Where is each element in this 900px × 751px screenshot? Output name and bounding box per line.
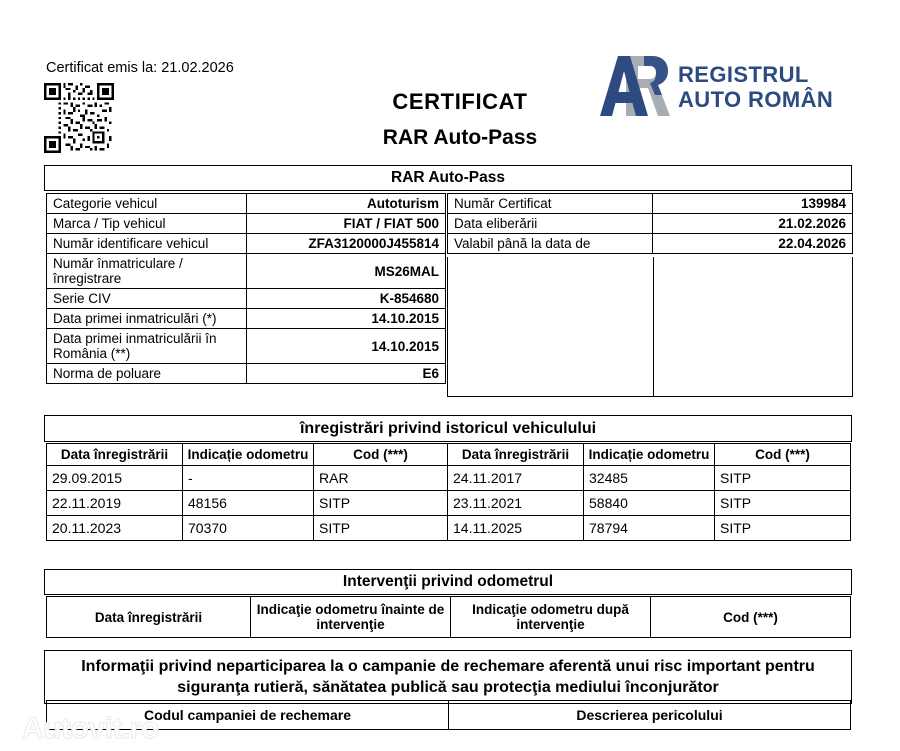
recall-campaign-table <box>46 700 851 730</box>
field-label: Norma de poluare <box>47 364 247 384</box>
column-header: Cod (***) <box>715 444 851 466</box>
table-header-row <box>47 597 851 638</box>
logo-text-line1: REGISTRUL <box>678 62 809 87</box>
field-value: K-854680 <box>247 289 446 309</box>
column-header: Descrierea pericolului <box>449 701 851 730</box>
interventions-section-banner-label: Intervenţii privind odometrul <box>342 573 554 590</box>
title-certificat: CERTIFICAT <box>392 89 528 114</box>
field-label: Număr înmatriculare / înregistrare <box>47 254 247 289</box>
column-header: Data înregistrării <box>448 444 584 466</box>
table-cell: 22.11.2019 <box>47 491 183 516</box>
field-value: Autoturism <box>247 194 446 214</box>
certificate-info-empty-area <box>447 257 853 397</box>
rar-monogram-logo-icon <box>600 52 674 120</box>
table-cell: 14.11.2025 <box>448 516 584 541</box>
field-value: 14.10.2015 <box>247 309 446 329</box>
logo-text <box>678 62 833 112</box>
column-header: Codul campaniei de rechemare <box>47 701 449 730</box>
table-cell: 58840 <box>584 491 715 516</box>
certificate-info-table <box>447 193 853 254</box>
history-section-banner-label: înregistrări privind istoricul vehiculului <box>299 420 597 437</box>
field-value: FIAT / FIAT 500 <box>247 214 446 234</box>
interventions-section-banner <box>44 569 852 595</box>
field-value: E6 <box>247 364 446 384</box>
table-cell: 78794 <box>584 516 715 541</box>
table-cell: 32485 <box>584 466 715 491</box>
table-row <box>47 516 851 541</box>
issue-date-label: Certificat emis la: 21.02.2026 <box>46 60 234 76</box>
table-cell: SITP <box>715 516 851 541</box>
vehicle-info-table <box>46 193 446 384</box>
title-rar-auto-pass: RAR Auto-Pass <box>382 126 538 149</box>
table-cell: SITP <box>715 491 851 516</box>
field-label: Serie CIV <box>47 289 247 309</box>
main-section-banner <box>44 165 852 191</box>
field-value: 22.04.2026 <box>653 234 853 254</box>
field-value: 21.02.2026 <box>653 214 853 234</box>
table-cell: 29.09.2015 <box>47 466 183 491</box>
column-header: Indicație odometru <box>584 444 715 466</box>
table-row <box>448 214 853 234</box>
field-value: ZFA3120000J455814 <box>247 234 446 254</box>
column-header: Cod (***) <box>314 444 448 466</box>
table-cell: RAR <box>314 466 448 491</box>
table-row <box>448 194 853 214</box>
table-cell: 20.11.2023 <box>47 516 183 541</box>
table-row <box>47 289 446 309</box>
table-row <box>47 194 446 214</box>
table-cell: - <box>183 466 314 491</box>
table-row <box>47 466 851 491</box>
field-label: Număr Certificat <box>448 194 653 214</box>
field-label: Categorie vehicul <box>47 194 247 214</box>
table-cell: SITP <box>314 516 448 541</box>
table-row <box>47 309 446 329</box>
certificate-info-column-divider <box>653 257 654 397</box>
watermark: Autovit.ro <box>22 712 159 745</box>
table-header-row <box>47 444 851 466</box>
column-header: Data înregistrării <box>47 597 251 638</box>
field-label: Număr identificare vehicul <box>47 234 247 254</box>
column-header: Indicaţie odometru înainte de intervenţie <box>251 597 451 638</box>
table-row <box>448 234 853 254</box>
table-cell: 70370 <box>183 516 314 541</box>
table-cell: 24.11.2017 <box>448 466 584 491</box>
table-cell: SITP <box>715 466 851 491</box>
odometer-interventions-table <box>46 596 851 638</box>
field-label: Data eliberării <box>448 214 653 234</box>
table-row <box>47 254 446 289</box>
main-section-banner-label: RAR Auto-Pass <box>391 169 505 186</box>
document-header <box>0 0 900 160</box>
field-label: Valabil până la data de <box>448 234 653 254</box>
table-row <box>47 364 446 384</box>
history-section-banner <box>44 415 852 442</box>
column-header: Indicație odometru <box>183 444 314 466</box>
qr-code <box>44 83 114 153</box>
table-cell: 23.11.2021 <box>448 491 584 516</box>
field-label: Marca / Tip vehicul <box>47 214 247 234</box>
field-value: 139984 <box>653 194 853 214</box>
logo-text-line2: AUTO ROMÂN <box>678 87 834 112</box>
column-header: Cod (***) <box>651 597 851 638</box>
table-row <box>47 234 446 254</box>
table-row <box>47 491 851 516</box>
field-value: MS26MAL <box>247 254 446 289</box>
table-row <box>47 329 446 364</box>
table-header-row <box>47 701 851 730</box>
column-header: Indicaţie odometru după intervenţie <box>451 597 651 638</box>
table-row <box>47 214 446 234</box>
field-value: 14.10.2015 <box>247 329 446 364</box>
field-label: Data primei inmatriculări (*) <box>47 309 247 329</box>
table-cell: SITP <box>314 491 448 516</box>
field-label: Data primei inmatriculării în România (**) <box>47 329 247 364</box>
column-header: Data înregistrării <box>47 444 183 466</box>
recall-section-banner-label: Informaţii privind neparticiparea la o campanie de rechemare aferentă unui risc important pentru siguranţa rutieră, sănătatea publică sau protecţia mediului înconjurător <box>81 658 815 696</box>
table-cell: 48156 <box>183 491 314 516</box>
recall-section-banner <box>44 650 852 704</box>
vehicle-history-table <box>46 443 851 541</box>
rar-logo <box>600 52 860 122</box>
